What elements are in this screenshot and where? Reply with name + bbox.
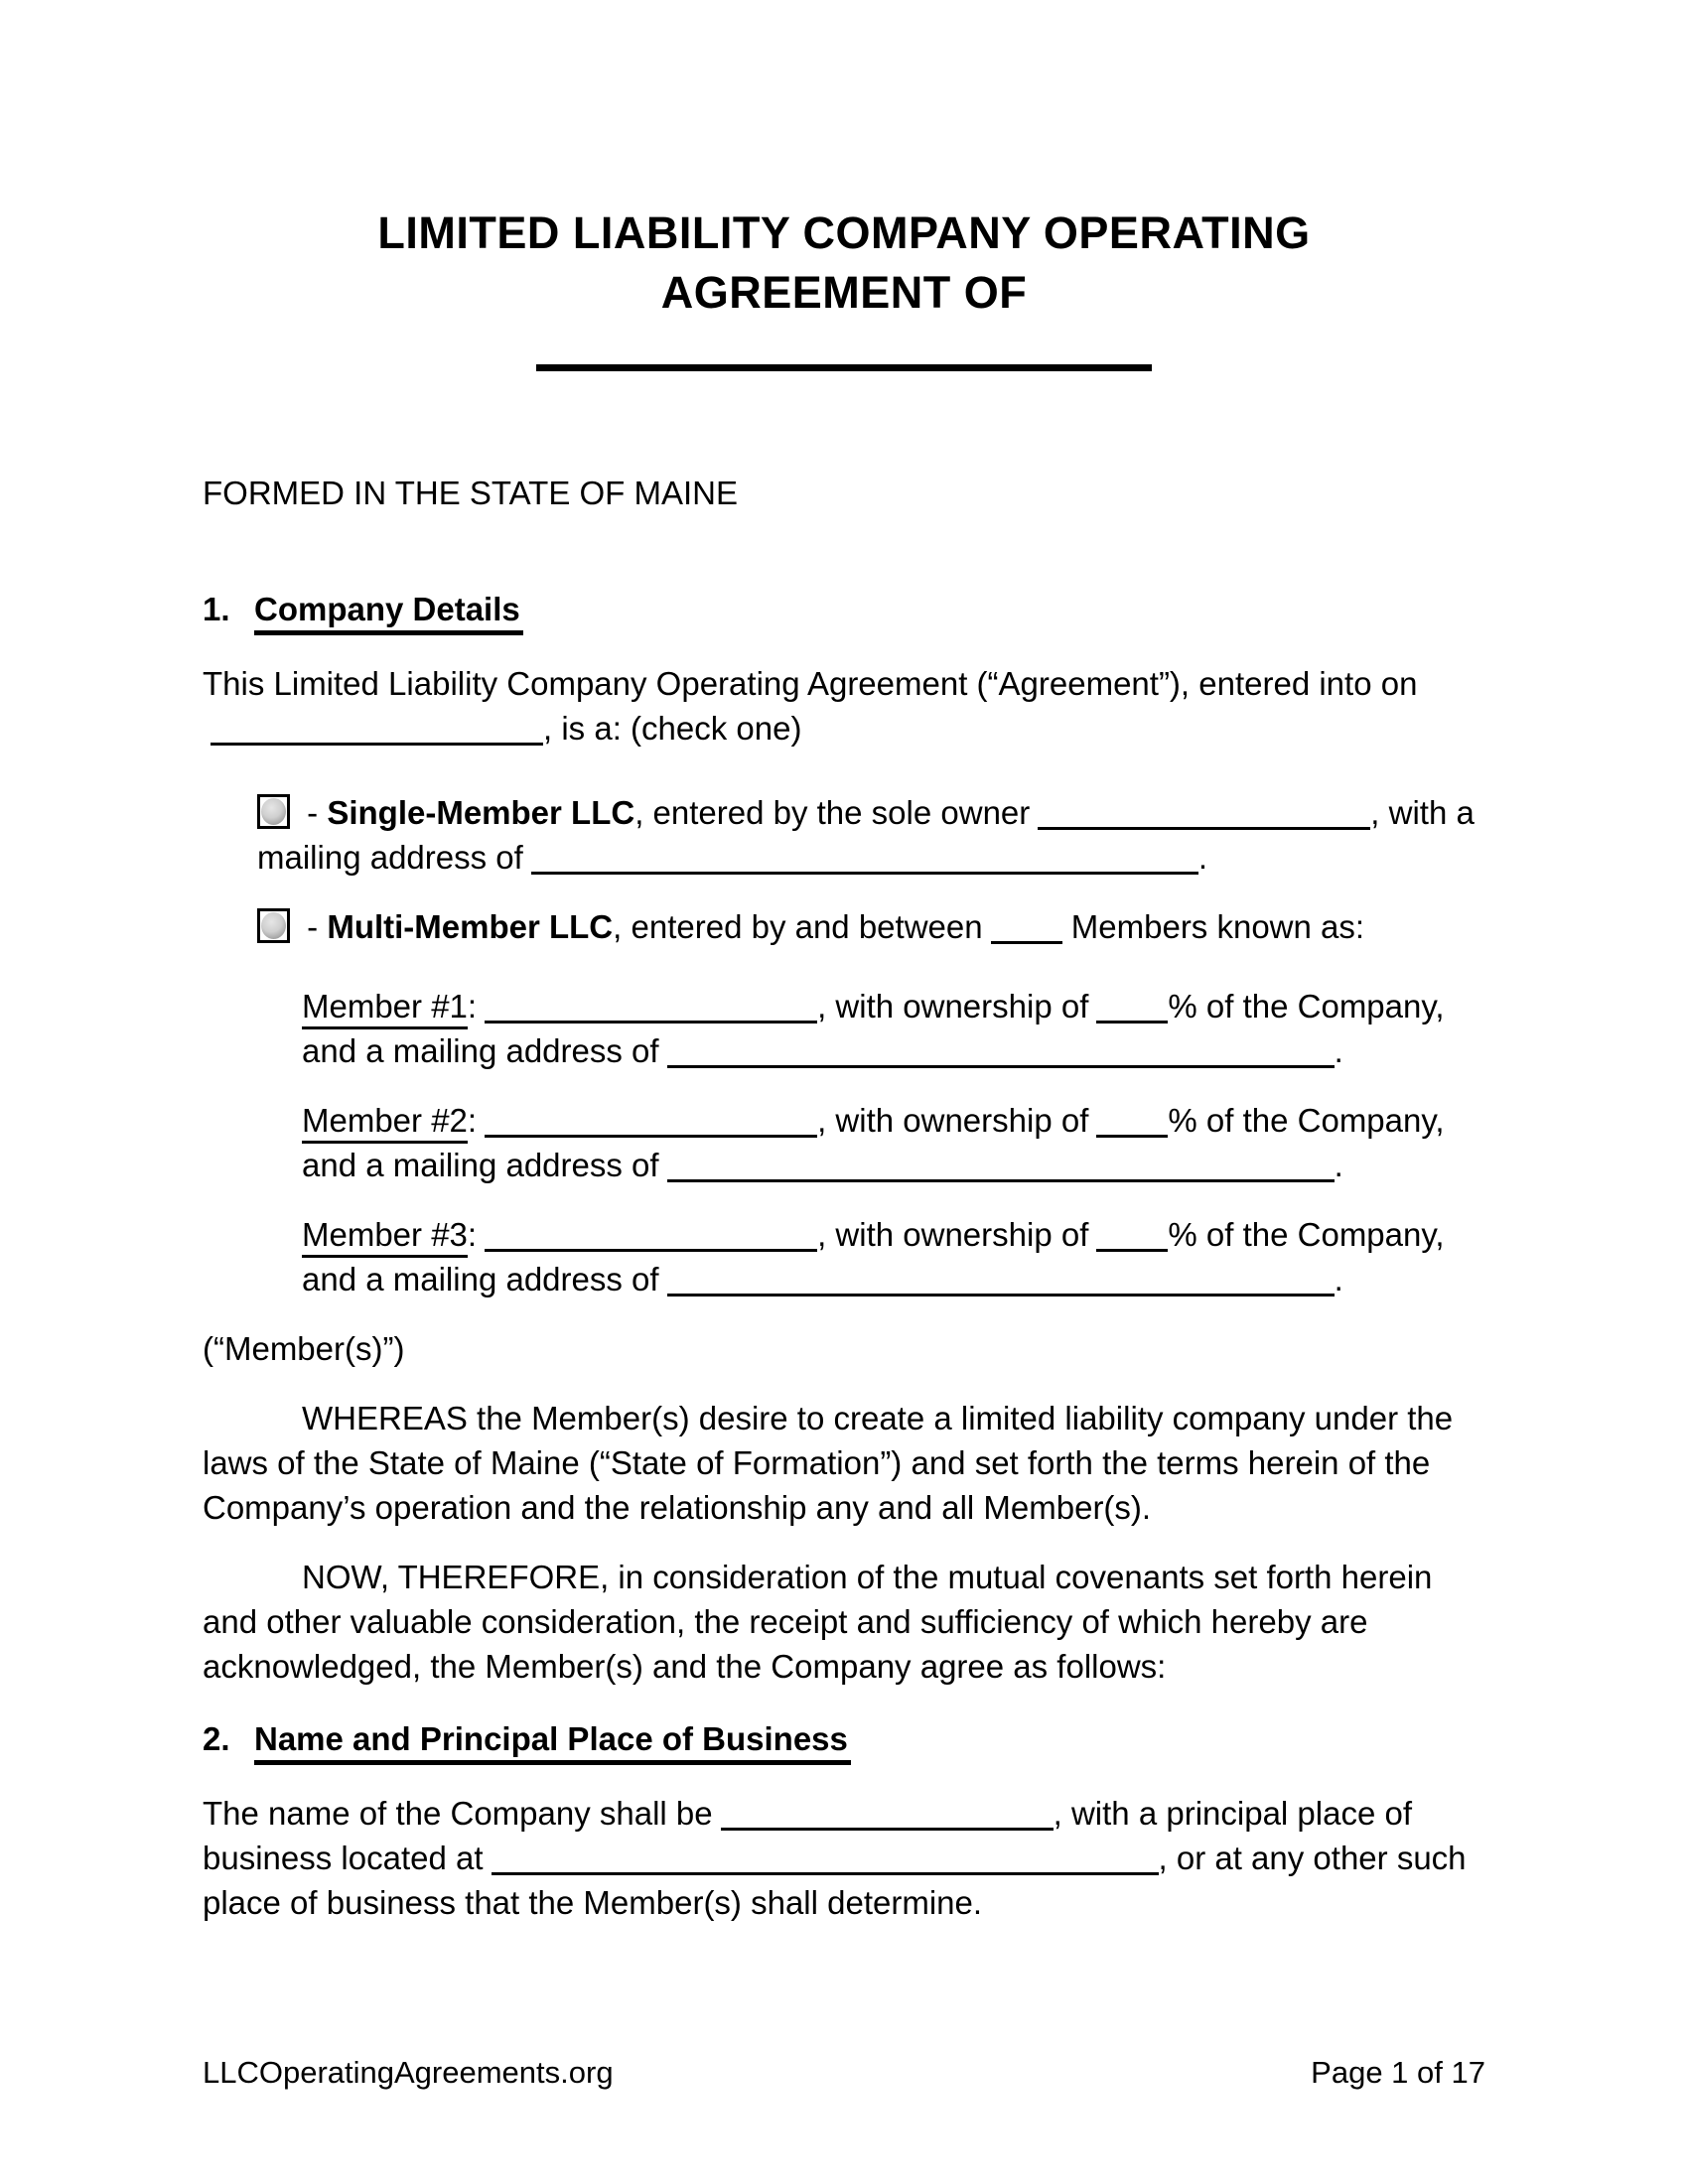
now-therefore-paragraph: NOW, THEREFORE, in consideration of the mutual covenants set forth herein and other valuable consideration, the receipt and sufficiency of which hereby are acknowledged, the Member(s) and the Company agree as follows: — [203, 1559, 1433, 1685]
document-title — [203, 204, 1485, 323]
multi-member-dash: - — [298, 908, 328, 945]
member-count-blank — [991, 911, 1062, 944]
member-1-label: Member #1 — [302, 988, 468, 1029]
single-member-dash: - — [298, 794, 328, 831]
formed-in-state-line: FORMED IN THE STATE OF MAINE — [203, 475, 739, 511]
member-3-address-blank — [667, 1264, 1335, 1297]
member-1-colon: : — [467, 988, 478, 1024]
page-footer — [203, 2053, 1485, 2093]
agreement-date-blank — [211, 713, 543, 746]
member-1-text-2: % of the Company, and a mailing address of — [302, 988, 1445, 1069]
member-3-text-2: % of the Company, and a mailing address of — [302, 1216, 1445, 1297]
section-2-heading-text: Name and Principal Place of Business — [254, 1720, 851, 1765]
section-1-heading-text: Company Details — [254, 591, 523, 635]
section-1-heading — [203, 587, 1485, 631]
intro-text-after-date: , is a: (check one) — [543, 710, 802, 747]
member-2-address-blank — [667, 1150, 1335, 1182]
company-name-blank-line — [536, 364, 1152, 371]
single-member-address-blank — [531, 842, 1198, 875]
company-name-text-3: , or at any other such place of business that the Member(s) shall determine. — [203, 1840, 1467, 1921]
whereas-paragraph: WHEREAS the Member(s) desire to create a limited liability company under the laws of the State of Maine (“State of Formation”) and set forth the terms herein of the Company’s operation and the relationship any and all Member(s). — [203, 1400, 1454, 1526]
footer-page-number: Page 1 of 17 — [1311, 2055, 1485, 2090]
multi-member-text-2: Members known as: — [1061, 908, 1365, 945]
member-3-end: . — [1334, 1261, 1343, 1297]
member-2-text-2: % of the Company, and a mailing address of — [302, 1102, 1445, 1183]
multi-member-option — [257, 904, 1485, 949]
sole-owner-name-blank — [1038, 797, 1370, 830]
single-member-label: Single-Member LLC — [327, 794, 635, 831]
intro-text-before-date: This Limited Liability Company Operating Agreement (“Agreement”), entered into on — [203, 665, 1418, 702]
multi-member-label: Multi-Member LLC — [327, 908, 614, 945]
member-2-end: . — [1334, 1147, 1343, 1183]
section-2-heading — [203, 1716, 1485, 1761]
single-member-checkbox-icon[interactable] — [257, 794, 290, 829]
section-2-number: 2. — [203, 1720, 230, 1757]
member-1-ownership-blank — [1096, 991, 1168, 1024]
member-3-name-blank — [485, 1219, 817, 1252]
single-member-text-1: , entered by the sole owner — [634, 794, 1031, 831]
member-2-text-1: , with ownership of — [817, 1102, 1089, 1139]
member-2-label: Member #2 — [302, 1102, 468, 1144]
single-member-end: . — [1197, 839, 1207, 876]
member-3-ownership-blank — [1096, 1219, 1168, 1252]
document-title-line2: AGREEMENT OF — [660, 267, 1028, 318]
members-note: (“Member(s)”) — [203, 1330, 405, 1367]
member-2-name-blank — [485, 1105, 817, 1138]
company-name-text-2: , with a principal place of business located at — [203, 1795, 1412, 1876]
document-title-line1: LIMITED LIABILITY COMPANY OPERATING — [377, 207, 1311, 258]
footer-site-name: LLCOperatingAgreements.org — [203, 2055, 614, 2090]
section-2-paragraph — [203, 1791, 1485, 1925]
multi-member-checkbox-icon[interactable] — [257, 908, 290, 943]
member-1-end: . — [1334, 1032, 1343, 1069]
member-3-label: Member #3 — [302, 1216, 468, 1258]
single-member-option — [257, 790, 1485, 880]
member-3-row — [302, 1212, 1485, 1301]
member-1-address-blank — [667, 1035, 1335, 1068]
multi-member-text-1: , entered by and between — [613, 908, 983, 945]
section-1-number: 1. — [203, 591, 230, 627]
member-3-colon: : — [467, 1216, 478, 1253]
company-name-blank — [721, 1798, 1054, 1831]
section-1-intro-paragraph — [203, 661, 1485, 751]
company-name-text-1: The name of the Company shall be — [203, 1795, 713, 1832]
business-address-blank — [492, 1843, 1159, 1875]
member-2-colon: : — [467, 1102, 478, 1139]
member-1-name-blank — [485, 991, 817, 1024]
member-2-ownership-blank — [1096, 1105, 1168, 1138]
member-3-text-1: , with ownership of — [817, 1216, 1089, 1253]
member-2-row — [302, 1098, 1485, 1187]
member-1-row — [302, 984, 1485, 1073]
single-member-text-2: , with a mailing address of — [257, 794, 1475, 876]
member-1-text-1: , with ownership of — [817, 988, 1089, 1024]
